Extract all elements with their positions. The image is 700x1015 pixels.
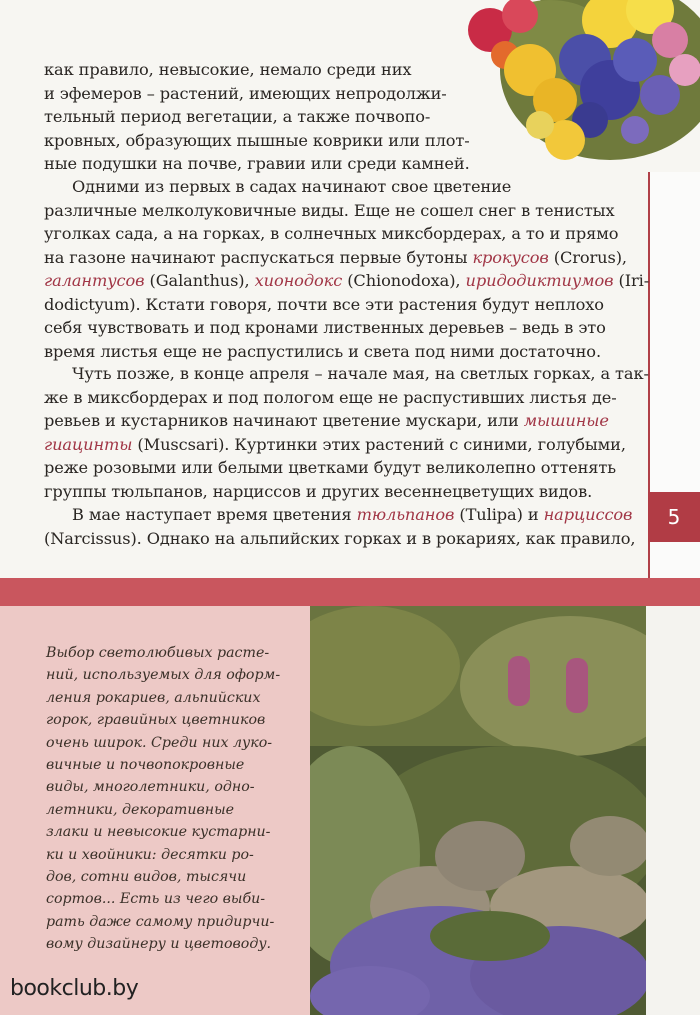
caption-line: вому дизайнеру и цветоводу. (46, 936, 272, 953)
text-run: (Tulipa) и (454, 505, 544, 524)
text-run: различные мелколуковичные виды. Еще не сошел снег в тенистых (44, 200, 615, 220)
text-run: (Iri- (613, 271, 650, 290)
text-run: dodictyum). Кстати говоря, почти все эти растения будут неплохо (44, 294, 604, 314)
text-line (44, 409, 628, 433)
caption-line: вичные и почвопокровные (46, 757, 245, 774)
text-run: время листья еще не распустились и света под ними достаточно. (44, 341, 602, 361)
text-line (44, 386, 628, 410)
caption-line: сортов... Есть из чего выби- (46, 891, 266, 908)
plant-name-highlight: хионодокс (254, 271, 343, 290)
text-run: (Chionodoxa), (342, 271, 466, 290)
text-line (44, 362, 649, 386)
plant-name-highlight: мышиные (523, 411, 609, 430)
text-run: (Narcissus). Однако на альпийских горках и в рокариях, как правило, (44, 528, 636, 548)
text-line (44, 293, 628, 317)
text-line (44, 433, 628, 457)
text-line (44, 152, 628, 176)
caption-line: Выбор светолюбивых расте- (46, 645, 270, 661)
caption-line: злаки и невысокие кустарни- (46, 824, 271, 841)
plant-name-highlight: крокусов (472, 247, 549, 267)
text-line (44, 269, 650, 293)
caption-line: горок, гравийных цветников (46, 712, 266, 729)
text-run: тельный период вегетации, а также почвопо- (44, 107, 431, 126)
text-run: Чуть позже, в конце апреля – начале мая, на светлых горках, а так- (72, 364, 649, 383)
caption-line: ления рокариев, альпийских (46, 689, 261, 706)
text-run: ные подушки на почве, гравии или среди камней. (44, 154, 470, 173)
text-run: реже розовыми или белыми цветками будут великолепно оттенять (44, 458, 616, 477)
paragraph-1 (44, 58, 628, 176)
plant-name-highlight: гиацинты (44, 434, 133, 454)
photo-caption (46, 642, 292, 956)
plant-name-highlight: иридодиктиумов (465, 271, 614, 290)
caption-line: рать даже самому придирчи- (46, 913, 275, 930)
text-run: (Galanthus), (144, 271, 255, 290)
decorative-band (0, 578, 700, 606)
text-run: кровных, образующих пышные коврики или плот- (44, 130, 470, 150)
text-line (44, 222, 628, 246)
text-run: Одними из первых в садах начинают свое цветение (72, 177, 512, 196)
text-line (44, 527, 636, 551)
text-run: как правило, невысокие, немало среди них (44, 60, 412, 79)
page-number-tab: 5 (648, 492, 700, 542)
text-line (44, 105, 628, 129)
text-line (44, 199, 628, 223)
text-line (44, 340, 628, 364)
text-line (44, 503, 633, 527)
text-line (44, 175, 628, 199)
text-run: В мае наступает время цветения (72, 505, 357, 524)
text-run: (Muscsari). Куртинки этих растений с синими, голубыми, (132, 434, 626, 454)
text-line (44, 58, 628, 82)
plant-name-highlight: тюльпанов (356, 505, 455, 524)
text-line (44, 480, 628, 504)
text-line (44, 82, 628, 106)
photo-side-margin (646, 606, 700, 1015)
text-line (44, 246, 628, 270)
text-run: уголках сада, а на горках, в солнечных миксбордерах, а то и прямо (44, 224, 619, 243)
caption-line: очень широк. Среди них луко- (46, 734, 273, 751)
caption-line: дов, сотни видов, тысячи (46, 869, 247, 886)
caption-line: виды, многолетники, одно- (46, 779, 255, 796)
text-run: (Crorus), (548, 247, 627, 267)
paragraph-3 (44, 362, 649, 503)
watermark: bookclub.by (10, 976, 139, 1001)
plant-name-highlight: нарциссов (543, 505, 633, 524)
text-line (44, 129, 628, 153)
text-line (44, 456, 628, 480)
plant-name-highlight: галантусов (44, 271, 145, 290)
text-line (44, 316, 628, 340)
text-run: ревьев и кустарников начинают цветение мускари, или (44, 411, 524, 430)
rock-garden-photo (310, 606, 646, 1015)
text-run: на газоне начинают распускаться первые бутоны (44, 247, 473, 267)
paragraph-2 (44, 175, 650, 363)
text-run: и эфемеров – растений, имеющих непродолжи- (44, 83, 447, 103)
caption-line: ний, используемых для оформ- (46, 667, 281, 684)
caption-line: летники, декоративные (46, 801, 235, 818)
text-run: себя чувствовать и под кронами лиственных деревьев – ведь в это (44, 318, 606, 337)
text-run: группы тюльпанов, нарциссов и других весеннецветущих видов. (44, 481, 593, 501)
caption-line: ки и хвойники: десятки ро- (46, 846, 254, 863)
text-run: же в миксбордерах и под пологом еще не распустивших листья де- (44, 387, 617, 407)
paragraph-4 (44, 503, 636, 550)
